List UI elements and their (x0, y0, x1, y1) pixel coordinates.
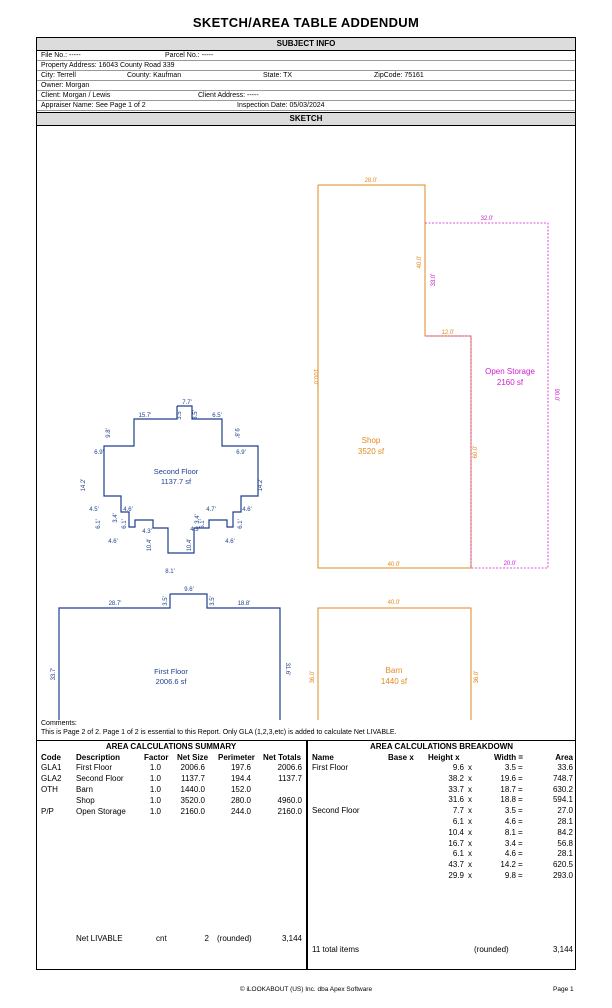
subject-row-4 (37, 81, 575, 91)
owner: Owner: Morgan (41, 82, 90, 89)
dim-sf-10-4a: 10.4' (147, 538, 153, 552)
subject-row-3 (37, 71, 575, 81)
row-equals: = (518, 827, 523, 837)
row-width: 3.5 (504, 763, 516, 772)
row-code: P/P (41, 807, 54, 816)
dim-ff-3-5a: 3.5' (163, 596, 169, 606)
net-livable-value: 3,144 (281, 934, 302, 943)
barn-name: Barn (385, 666, 403, 675)
net-livable-label: Net LIVABLE (76, 934, 123, 943)
breakdown-total: 3,144 (552, 945, 573, 954)
row-code: GLA2 (41, 774, 62, 783)
row-height: 9.6 (452, 763, 464, 772)
dim-sf-8-1: 8.1' (165, 569, 175, 575)
area-summary-table (37, 741, 305, 970)
row-area: 620.5 (552, 860, 573, 870)
row-height: 31.6 (448, 795, 464, 805)
dim-ff-31-6: 31.6' (284, 662, 290, 676)
row-factor: 1.0 (149, 807, 161, 816)
dim-storage-bottom: 20.0' (503, 561, 517, 567)
row-perimeter: 152.0 (230, 785, 251, 794)
dim-sf-4-3b: 4.3' (190, 527, 200, 533)
row-height: 7.7 (452, 806, 464, 816)
row-equals: = (518, 795, 523, 805)
row-net-size: 1137.7 (181, 774, 205, 783)
net-livable-cnt-label: cnt (156, 934, 167, 943)
sketch-canvas (37, 125, 575, 720)
row-description: Second Floor (76, 774, 124, 783)
dim-storage-inner: 33.0' (431, 273, 437, 287)
row-net-total: 1137.7 (278, 774, 302, 783)
net-livable-rounded: (rounded) (217, 934, 252, 943)
row-height: 6.1 (452, 817, 464, 826)
row-times: x (468, 784, 472, 794)
col-net-totals: Net Totals (263, 753, 302, 762)
row-times: x (468, 806, 472, 816)
row-equals: = (518, 806, 523, 816)
client-address: Client Address: ----- (198, 92, 259, 99)
dim-sf-9-8b: 9.8' (233, 428, 239, 438)
total-items: 11 total items (312, 945, 359, 954)
dim-sf-6-1c: 6.1' (200, 519, 206, 529)
row-width: 18.8 (500, 795, 516, 805)
row-area: 28.1 (557, 817, 573, 826)
row-height: 38.2 (448, 773, 464, 783)
row-area: 594.1 (552, 795, 573, 805)
second-floor-size: 1137.7 sf (160, 477, 192, 486)
dim-storage-top: 32.0' (480, 216, 494, 222)
shop-area (312, 178, 479, 568)
dim-sf-3-5a: 3.5' (177, 410, 183, 420)
subject-row-5 (37, 91, 575, 101)
row-description: Barn (76, 785, 93, 794)
row-width: 4.6 (504, 817, 516, 826)
row-description: First Floor (76, 763, 112, 772)
row-net-size: 2006.6 (180, 763, 205, 772)
row-height: 16.7 (448, 838, 464, 848)
row-times: x (468, 860, 472, 870)
summary-header: AREA CALCULATIONS SUMMARY (105, 742, 237, 751)
row-height: 33.7 (448, 784, 464, 794)
col-height: Height x (428, 753, 460, 762)
dim-sf-3-5b: 3.5' (193, 410, 199, 420)
addendum-frame (36, 37, 576, 970)
row-code: OTH (41, 785, 58, 794)
barn-size: 1440 sf (380, 677, 408, 686)
row-factor: 1.0 (149, 774, 161, 783)
row-width: 3.5 (504, 806, 516, 816)
open-storage-size: 2160 sf (496, 378, 524, 387)
dim-sf-7-7: 7.7' (182, 400, 192, 406)
shop-name: Shop (361, 436, 381, 445)
dim-shop-top: 28.0' (364, 178, 378, 184)
row-factor: 1.0 (149, 785, 161, 794)
footer-copyright: © iLOOKABOUT (US) Inc. dba Apex Software (239, 986, 373, 993)
col-code: Code (41, 753, 61, 762)
row-name: First Floor (312, 763, 348, 772)
dim-ff-33-7: 33.7' (51, 667, 57, 681)
row-area: 27.0 (557, 806, 573, 816)
dim-ff-28-7: 28.7' (108, 601, 122, 607)
dim-sf-4-5: 4.5' (89, 507, 99, 513)
row-factor: 1.0 (149, 796, 161, 805)
parcel-number: Parcel No.: ----- (165, 52, 214, 59)
row-description: Shop (76, 796, 95, 805)
barn-area (310, 600, 480, 720)
county: County: Kaufman (127, 72, 182, 79)
dim-sf-14-2b: 14.2' (258, 478, 264, 492)
row-times: x (468, 773, 472, 783)
subject-row-1 (37, 51, 575, 61)
subject-info-header: SUBJECT INFO (37, 38, 575, 51)
col-width: Width = (494, 753, 524, 762)
row-perimeter: 197.6 (230, 763, 251, 772)
row-height: 43.7 (448, 860, 464, 870)
row-width: 18.7 (500, 784, 516, 794)
row-times: x (468, 871, 472, 880)
row-perimeter: 194.4 (230, 774, 251, 783)
row-equals: = (518, 784, 523, 794)
inspection-date: Inspection Date: 05/03/2024 (237, 102, 325, 109)
row-net-total: 2006.6 (277, 763, 302, 772)
row-times: x (468, 795, 472, 805)
row-times: x (468, 838, 472, 848)
file-number: File No.: ----- (41, 52, 81, 59)
dim-sf-3-4a: 3.4' (113, 513, 119, 523)
row-area: 56.8 (557, 838, 573, 848)
row-times: x (468, 763, 472, 772)
row-area: 748.7 (552, 773, 573, 783)
first-floor-size: 2006.6 sf (155, 677, 187, 686)
col-net-size: Net Size (177, 753, 209, 762)
row-area: 293.0 (552, 871, 573, 880)
dim-sf-6-5: 6.5' (212, 413, 222, 419)
shop-outline (318, 185, 471, 568)
dim-sf-4-3a: 4.3' (142, 529, 152, 535)
row-equals: = (518, 773, 523, 783)
second-floor-name: Second Floor (153, 467, 199, 476)
dim-ff-9-6: 9.6' (184, 587, 194, 593)
subject-row-6 (37, 101, 575, 111)
dim-shop-right-lower: 60.0' (473, 445, 479, 459)
shop-size: 3520 sf (357, 447, 385, 456)
dim-sf-3-4b: 3.4' (195, 514, 201, 524)
dim-sf-9-8a: 9.8' (106, 428, 112, 438)
row-equals: = (518, 817, 523, 826)
row-times: x (468, 849, 472, 859)
row-width: 8.1 (504, 827, 516, 837)
footer-page: Page 1 (553, 986, 574, 993)
dim-barn-right: 36.0' (474, 670, 480, 684)
dim-sf-10-4b: 10.4' (187, 538, 193, 552)
open-storage-outline (425, 223, 548, 568)
row-name: Second Floor (312, 806, 360, 816)
row-equals: = (518, 838, 523, 848)
second-floor-area (81, 400, 264, 575)
row-perimeter: 244.0 (230, 807, 251, 816)
col-area: Area (555, 753, 573, 762)
row-equals: = (518, 871, 523, 880)
dim-sf-6-1d: 6.1' (238, 519, 244, 529)
col-name: Name (312, 753, 334, 762)
row-height: 29.9 (448, 871, 464, 880)
row-width: 4.6 (504, 849, 516, 859)
row-times: x (468, 817, 472, 826)
barn-outline (318, 608, 471, 720)
col-description: Description (76, 753, 121, 762)
dim-storage-right: 90.0' (553, 388, 559, 402)
dim-sf-4-6b: 4.6' (242, 507, 252, 513)
dim-ff-3-5b: 3.5' (210, 596, 216, 606)
state: State: TX (263, 72, 293, 79)
page-title: SKETCH/AREA TABLE ADDENDUM (192, 15, 420, 30)
dim-shop-right-upper: 40.0' (417, 255, 423, 269)
net-livable-cnt: 2 (204, 934, 209, 943)
dim-sf-6-1b: 6.1' (122, 519, 128, 529)
property-address: Property Address: 16043 County Road 339 (41, 62, 175, 69)
first-floor-outline (59, 594, 280, 720)
dim-shop-left: 100.0' (312, 368, 318, 386)
area-breakdown-table (308, 741, 575, 970)
col-perimeter: Perimeter (218, 753, 255, 762)
row-description: Open Storage (76, 807, 126, 816)
first-floor-name: First Floor (154, 667, 188, 676)
row-area: 33.6 (557, 763, 573, 772)
row-area: 28.1 (557, 849, 573, 859)
first-floor-area (51, 587, 290, 720)
row-area: 630.2 (552, 784, 573, 794)
dim-barn-top: 40.0' (387, 600, 401, 606)
row-equals: = (518, 849, 523, 859)
row-height: 10.4 (448, 827, 464, 837)
dim-sf-6-1a: 6.1' (96, 519, 102, 529)
dim-shop-bottom: 40.0' (387, 562, 401, 568)
row-equals: = (518, 860, 523, 870)
open-storage-area (425, 216, 559, 568)
row-height: 6.1 (452, 849, 464, 859)
breakdown-rounded: (rounded) (474, 945, 509, 954)
dim-sf-4-6d: 4.6' (225, 539, 235, 545)
dim-barn-left: 36.0' (310, 670, 316, 684)
row-perimeter: 280.0 (230, 796, 251, 805)
row-width: 19.6 (500, 773, 516, 783)
row-width: 3.4 (504, 838, 516, 848)
dim-sf-6-9b: 6.9' (236, 450, 246, 456)
comments-label: Comments: (41, 720, 77, 727)
appraiser-name: Appraiser Name: See Page 1 of 2 (41, 102, 146, 109)
row-net-size: 2160.0 (180, 807, 205, 816)
row-width: 14.2 (500, 860, 516, 870)
sketch-header: SKETCH (37, 112, 575, 126)
dim-sf-4-6c: 4.6' (108, 539, 118, 545)
open-storage-name: Open Storage (485, 367, 535, 376)
subject-row-2 (37, 61, 575, 71)
dim-sf-6-9a: 6.9' (94, 450, 104, 456)
row-area: 84.2 (557, 827, 573, 837)
client: Client: Morgan / Lewis (41, 92, 111, 99)
row-times: x (468, 827, 472, 837)
row-net-total: 2160.0 (277, 807, 302, 816)
dim-shop-notch: 12.0' (441, 330, 455, 336)
city: City: Terrell (41, 72, 76, 79)
dim-sf-15-7: 15.7' (138, 413, 152, 419)
row-net-size: 3520.0 (180, 796, 205, 805)
row-equals: = (518, 763, 523, 772)
row-factor: 1.0 (149, 763, 161, 772)
row-net-size: 1440.0 (180, 785, 205, 794)
dim-sf-14-2a: 14.2' (81, 478, 87, 492)
row-width: 9.8 (504, 871, 516, 880)
col-base: Base x (388, 753, 414, 762)
row-net-total: 4960.0 (277, 796, 302, 805)
dim-ff-18-8a: 18.8' (237, 601, 251, 607)
dim-sf-4-6a: 4.6' (123, 507, 133, 513)
breakdown-header: AREA CALCULATIONS BREAKDOWN (369, 742, 514, 751)
row-code: GLA1 (41, 763, 62, 772)
col-factor: Factor (144, 753, 169, 762)
dim-sf-4-7: 4.7' (206, 507, 216, 513)
zipcode: ZipCode: 75161 (374, 72, 424, 79)
comments-text: This is Page 2 of 2. Page 1 of 2 is essential to this Report. Only GLA (1,2,3,etc) is added to calculate Net LIVABLE. (41, 729, 397, 736)
